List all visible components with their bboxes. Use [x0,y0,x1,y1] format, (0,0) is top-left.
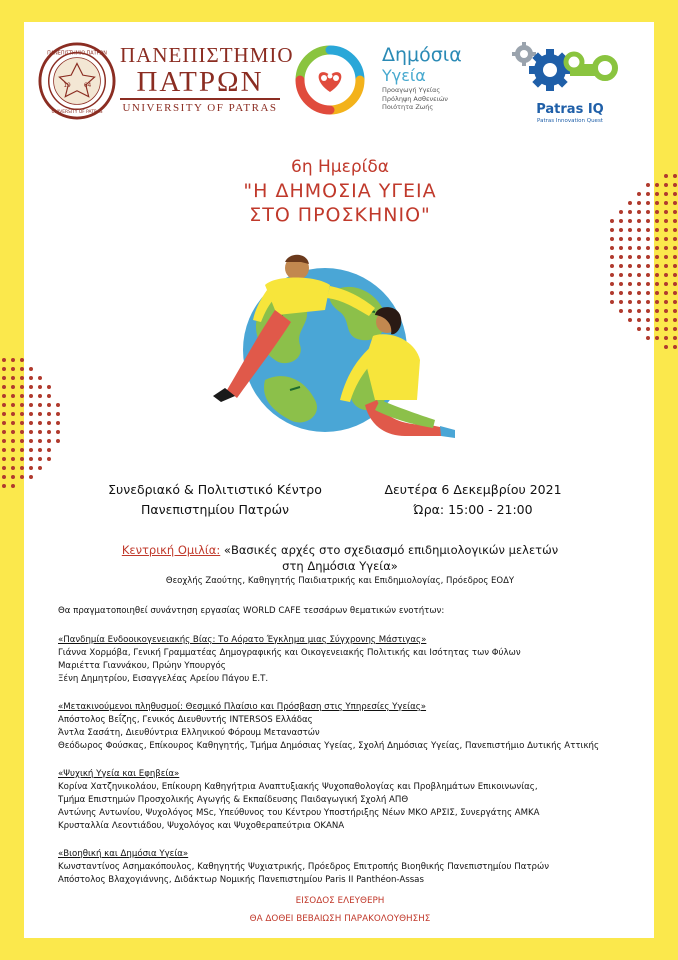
decorative-dot [646,219,650,223]
decorative-dot [38,412,42,416]
speaker-line: Θεόδωρος Φούσκας, Επίκουρος Καθηγητής, Τμήμα Δημόσιας Υγείας, Σχολή Δημόσιας Υγείας, Πανεπιστήμιο Δυτικής Αττικής [58,741,599,751]
decorative-dot [664,300,668,304]
decorative-dot [646,210,650,214]
decorative-dot [673,318,677,322]
keynote-label: Κεντρική Ομιλία: [121,543,221,557]
decorative-dot [637,255,641,259]
speaker-line: Άντλα Σασάτη, Διευθύντρια Ελληνικού Φόρουμ Μεταναστών [58,728,320,738]
decorative-dot [20,475,24,479]
decorative-dot [655,291,659,295]
decorative-dot [673,246,677,250]
decorative-dot [655,255,659,259]
patras-iq-tagline: Patras Innovation Quest [537,118,603,124]
decorative-dot [38,466,42,470]
decorative-dot [646,318,650,322]
public-health-text [382,44,502,112]
decorative-dot [619,264,623,268]
speaker-line: Γιάννα Χορμόβα, Γενική Γραμματέας Δημογραφικής και Οικογενειακής Πολιτικής και Ισότητας των Φύλων [58,648,521,658]
university-name-line1: ΠΑΝΕΠΙΣΤΗΜΙΟ [120,43,294,67]
decorative-dot [637,300,641,304]
decorative-dot [20,466,24,470]
decorative-dot [2,403,6,407]
decorative-dot [29,466,33,470]
footer-line2: ΘΑ ΔΟΘΕΙ ΒΕΒΑΙΩΣΗ ΠΑΡΑΚΟΛΟΥΘΗΣΗΣ [249,914,431,924]
program-section [58,768,658,833]
decorative-dot [628,282,632,286]
decorative-dot [637,282,641,286]
decorative-dot [637,273,641,277]
event-title-line3: ΣΤΟ ΠΡΟΣΚΗΝΙΟ" [249,204,431,226]
decorative-dot [637,192,641,196]
university-name-line3: UNIVERSITY OF PATRAS [122,102,278,114]
decorative-dot [637,264,641,268]
decorative-dot [29,367,33,371]
decorative-dot [2,367,6,371]
decorative-dot [38,376,42,380]
decorative-dot [38,394,42,398]
decorative-dot [646,192,650,196]
decorative-dot [20,412,24,416]
decorative-dot [673,345,677,349]
speaker-line: Κωνσταντίνος Ασημακόπουλος, Καθηγητής Ψυχιατρικής, Πρόεδρος Επιτροπής Βιοηθικής Πανεπιστημίου Πατρών [58,862,550,872]
decorative-dot [610,246,614,250]
decorative-dot [610,300,614,304]
decorative-dot [619,273,623,277]
decorative-dot [11,367,15,371]
decorative-dot [628,228,632,232]
decorative-dot [610,273,614,277]
decorative-dot [619,237,623,241]
keynote-title-line2: στη Δημόσια Υγεία» [282,559,398,573]
decorative-dot [664,192,668,196]
decorative-dot [637,318,641,322]
decorative-dot [20,421,24,425]
seal-top-text: ΠΑΝΕΠΙΣΤΗΜΙΟ ΠΑΤΡΩΝ [47,50,107,57]
public-health-title1: Δημόσια [382,44,462,66]
decorative-dot [673,336,677,340]
decorative-dot [56,430,60,434]
decorative-dot [637,246,641,250]
public-health-sub3: Ποιότητα Ζωής [382,103,434,111]
decorative-dot [29,439,33,443]
decorative-dot [20,403,24,407]
decorative-dot [673,300,677,304]
people-hugging-globe-illustration [205,250,475,460]
decorative-dot [20,394,24,398]
seal-year-right: 64 [83,82,92,89]
decorative-dot [664,345,668,349]
decorative-dot [628,309,632,313]
decorative-dot [2,394,6,398]
speaker-line: Τμήμα Επιστημών Προσχολικής Αγωγής & Εκπαίδευσης Παιδαγωγική Σχολή ΑΠΘ [58,795,409,805]
decorative-dot [637,291,641,295]
speaker-line: Απόστολος Βεΐζης, Γενικός Διευθυντής INTERSOS Ελλάδας [58,715,313,725]
decorative-dot [655,210,659,214]
decorative-dot [47,439,51,443]
speaker-line: Κορίνα Χατζηνικολάου, Επίκουρη Καθηγήτρια Αναπτυξιακής Ψυχοπαθολογίας και Προβλημάτων Επικοινωνίας, [58,782,538,792]
decorative-dot [628,318,632,322]
decorative-dot [646,309,650,313]
keynote [60,542,620,588]
decorative-dot [655,336,659,340]
speaker-line: Ξένη Δημητρίου, Εισαγγελέας Αρείου Πάγου Ε.Τ. [58,674,269,684]
venue-line2: Πανεπιστημίου Πατρών [140,502,290,517]
decorative-dot [11,448,15,452]
decorative-dot [673,210,677,214]
decorative-dot [673,309,677,313]
seal-bottom-text: UNIVERSITY OF PATRAS [51,110,103,116]
program-section [58,848,658,887]
program-section [58,701,658,753]
decorative-dot [619,210,623,214]
section-title: «Ψυχική Υγεία και Εφηβεία» [58,769,180,779]
decorative-dot [664,282,668,286]
decorative-dot [673,282,677,286]
decorative-dot [29,403,33,407]
decorative-dot [2,421,6,425]
decorative-dot [11,484,15,488]
decorative-dot [610,282,614,286]
decorative-dot [38,457,42,461]
decorative-dot [11,403,15,407]
decorative-dot [664,327,668,331]
decorative-dot [47,430,51,434]
decorative-dot [38,403,42,407]
decorative-dot [11,394,15,398]
decorative-dot [637,219,641,223]
decorative-dot [628,264,632,268]
decorative-dot [619,219,623,223]
decorative-dot [628,246,632,250]
footer-line1: ΕΙΣΟΔΟΣ ΕΛΕΥΘΕΡΗ [295,896,385,906]
section-title: «Πανδημία Ενδοοικογενειακής Βίας: Το Αόρατο Έγκλημα μιας Σύγχρονης Μάστιγας» [58,635,427,645]
program-section [58,634,658,686]
patras-iq-text [520,102,620,125]
decorative-dot [11,457,15,461]
speaker-line: Αντώνης Αντωνίου, Ψυχολόγος MSc, Υπεύθυνος του Κέντρου Υποστήριξης Νέων ΜΚΟ ΑΡΣΙΣ, Συνεργάτης ΑΜΚΑ [58,808,540,818]
decorative-dot [646,273,650,277]
program-intro: Θα πραγματοποιηθεί συνάντηση εργασίας WORLD CAFE τεσσάρων θεματικών ενοτήτων: [58,606,445,616]
decorative-dot [655,300,659,304]
decorative-dot [664,237,668,241]
decorative-dot [664,318,668,322]
decorative-dot [664,336,668,340]
event-title-line2: "Η ΔΗΜΟΣΙΑ ΥΓΕΙΑ [243,180,437,202]
event-datetime [368,480,578,520]
decorative-dot [29,475,33,479]
family-heart-icon [290,40,370,120]
decorative-dot [38,430,42,434]
decorative-dot [646,237,650,241]
decorative-dot [655,192,659,196]
decorative-dot [56,412,60,416]
decorative-dot [619,300,623,304]
decorative-dot [610,228,614,232]
decorative-dot [20,448,24,452]
decorative-dot [20,457,24,461]
decorative-dot [29,412,33,416]
decorative-dot [29,457,33,461]
decorative-dot [655,327,659,331]
decorative-dot [2,484,6,488]
decorative-dot [637,327,641,331]
decorative-dot [628,291,632,295]
decorative-dot [47,385,51,389]
public-health-sub1: Προαγωγή Υγείας [382,86,441,94]
decorative-dot [664,255,668,259]
decorative-dot [646,228,650,232]
program [58,605,658,902]
decorative-dot [11,475,15,479]
event-time: Ώρα: 15:00 - 21:00 [413,502,533,517]
decorative-dot [20,358,24,362]
decorative-dot [38,448,42,452]
decorative-dot [2,358,6,362]
decorative-dot [673,219,677,223]
decorative-dot [619,255,623,259]
decorative-dot [38,439,42,443]
decorative-dot [47,448,51,452]
decorative-dot [610,255,614,259]
decorative-dot [47,412,51,416]
decorative-dot [619,246,623,250]
decorative-dot [655,282,659,286]
decorative-dot [610,291,614,295]
decorative-dot [610,264,614,268]
event-date: Δευτέρα 6 Δεκεμβρίου 2021 [384,482,562,497]
decorative-dot [628,255,632,259]
decorative-dot [2,439,6,443]
decorative-dot [38,421,42,425]
decorative-dot [619,309,623,313]
decorative-dot [2,466,6,470]
decorative-dot [664,309,668,313]
decorative-dot [655,273,659,277]
decorative-dot [673,183,677,187]
decorative-dot [637,309,641,313]
decorative-dot [664,183,668,187]
public-health-sub2: Πρόληψη Ασθενειών [382,94,448,103]
venue [80,480,350,520]
decorative-dot [646,264,650,268]
decorative-dot [637,201,641,205]
decorative-dot [29,448,33,452]
decorative-dot [664,174,668,178]
decorative-dot [47,421,51,425]
decorative-dot [619,228,623,232]
decorative-dot [628,237,632,241]
public-health-title2: Υγεία [382,66,426,85]
decorative-dot [673,201,677,205]
decorative-dot [646,183,650,187]
speaker-line: Κρυσταλλία Λεοντιάδου, Ψυχολόγος και Ψυχοθεραπεύτρια ΟΚΑΝΑ [58,821,345,831]
decorative-dot [646,246,650,250]
decorative-dot [655,264,659,268]
decorative-dot [655,219,659,223]
decorative-dot [646,327,650,331]
decorative-dot [628,273,632,277]
decorative-dot [11,466,15,470]
decorative-dot [610,219,614,223]
decorative-dot [673,192,677,196]
keynote-title-line1: «Βασικές αρχές στο σχεδιασμό επιδημιολογικών μελετών [220,543,559,557]
decorative-dot [610,237,614,241]
decorative-dot [2,385,6,389]
decorative-dot [646,291,650,295]
decorative-dot [628,300,632,304]
decorative-dot [11,421,15,425]
decorative-dot [673,273,677,277]
decorative-dot [20,430,24,434]
decorative-dot [47,394,51,398]
decorative-dot [673,228,677,232]
decorative-dot [664,210,668,214]
decorative-dot [664,201,668,205]
decorative-dot [673,264,677,268]
decorative-dot [664,219,668,223]
decorative-dot [47,403,51,407]
decorative-dot [664,291,668,295]
seal-year-left: 19 [63,82,71,89]
decorative-dot [637,210,641,214]
decorative-dot [2,376,6,380]
section-title: «Μετακινούμενοι πληθυσμοί: Θεσμικό Πλαίσιο και Πρόσβαση στις Υπηρεσίες Υγείας» [58,702,427,712]
footer [150,892,530,928]
decorative-dot [655,309,659,313]
decorative-dot [664,246,668,250]
decorative-dot [11,385,15,389]
venue-line1: Συνεδριακό & Πολιτιστικό Κέντρο [108,482,322,497]
decorative-dot [637,237,641,241]
decorative-dot [646,282,650,286]
decorative-dot [29,430,33,434]
event-title [100,156,580,227]
decorative-dot [38,385,42,389]
decorative-dot [20,439,24,443]
decorative-dot [628,219,632,223]
decorative-dot [628,201,632,205]
decorative-dot [664,273,668,277]
decorative-dot [646,336,650,340]
decorative-dot [56,421,60,425]
decorative-dot [11,439,15,443]
decorative-dot [20,385,24,389]
decorative-dot [628,210,632,214]
decorative-dot [655,201,659,205]
decorative-dot [11,412,15,416]
decorative-dot [673,174,677,178]
patras-iq-name: Patras IQ [536,102,604,117]
decorative-dot [11,376,15,380]
decorative-dot [664,228,668,232]
decorative-dot [47,457,51,461]
decorative-dot [673,327,677,331]
decorative-dot [56,439,60,443]
decorative-dot [655,183,659,187]
speaker-line: Μαριέττα Γιαννάκου, Πρώην Υπουργός [58,661,226,671]
decorative-dot [619,291,623,295]
decorative-dot [2,475,6,479]
decorative-dot [655,228,659,232]
section-title: «Βιοηθική και Δημόσια Υγεία» [58,849,189,859]
decorative-dot [20,376,24,380]
decorative-dot [637,228,641,232]
decorative-dot [673,255,677,259]
decorative-dot [2,448,6,452]
decorative-dot [2,430,6,434]
decorative-dot [655,237,659,241]
decorative-dot [29,394,33,398]
decorative-dot [56,403,60,407]
decorative-dot [673,237,677,241]
decorative-dot [11,358,15,362]
decorative-dot [646,201,650,205]
decorative-dot [646,300,650,304]
decorative-dot [2,412,6,416]
decorative-dot [29,421,33,425]
decorative-dot [655,318,659,322]
decorative-dot [619,282,623,286]
university-name [120,43,294,116]
gears-icon [510,40,622,100]
event-title-line1: 6η Ημερίδα [291,157,389,177]
decorative-dot [29,376,33,380]
university-name-line2: ΠΑΤΡΩΝ [120,66,280,100]
university-seal-icon [38,42,116,120]
decorative-dot [2,457,6,461]
decorative-dot [11,430,15,434]
decorative-dot [664,264,668,268]
decorative-dot [673,291,677,295]
speaker-line: Απόστολος Βλαχογιάννης, Διδάκτωρ Νομικής Πανεπιστημίου Paris II Panthéon-Assas [58,875,424,885]
decorative-dot [29,385,33,389]
decorative-dot [646,255,650,259]
keynote-speaker: Θεοχλής Ζαούτης, Καθηγητής Παιδιατρικής και Επιδημιολογίας, Πρόεδρος ΕΟΔΥ [165,576,515,586]
decorative-dot [20,367,24,371]
decorative-dot [655,246,659,250]
